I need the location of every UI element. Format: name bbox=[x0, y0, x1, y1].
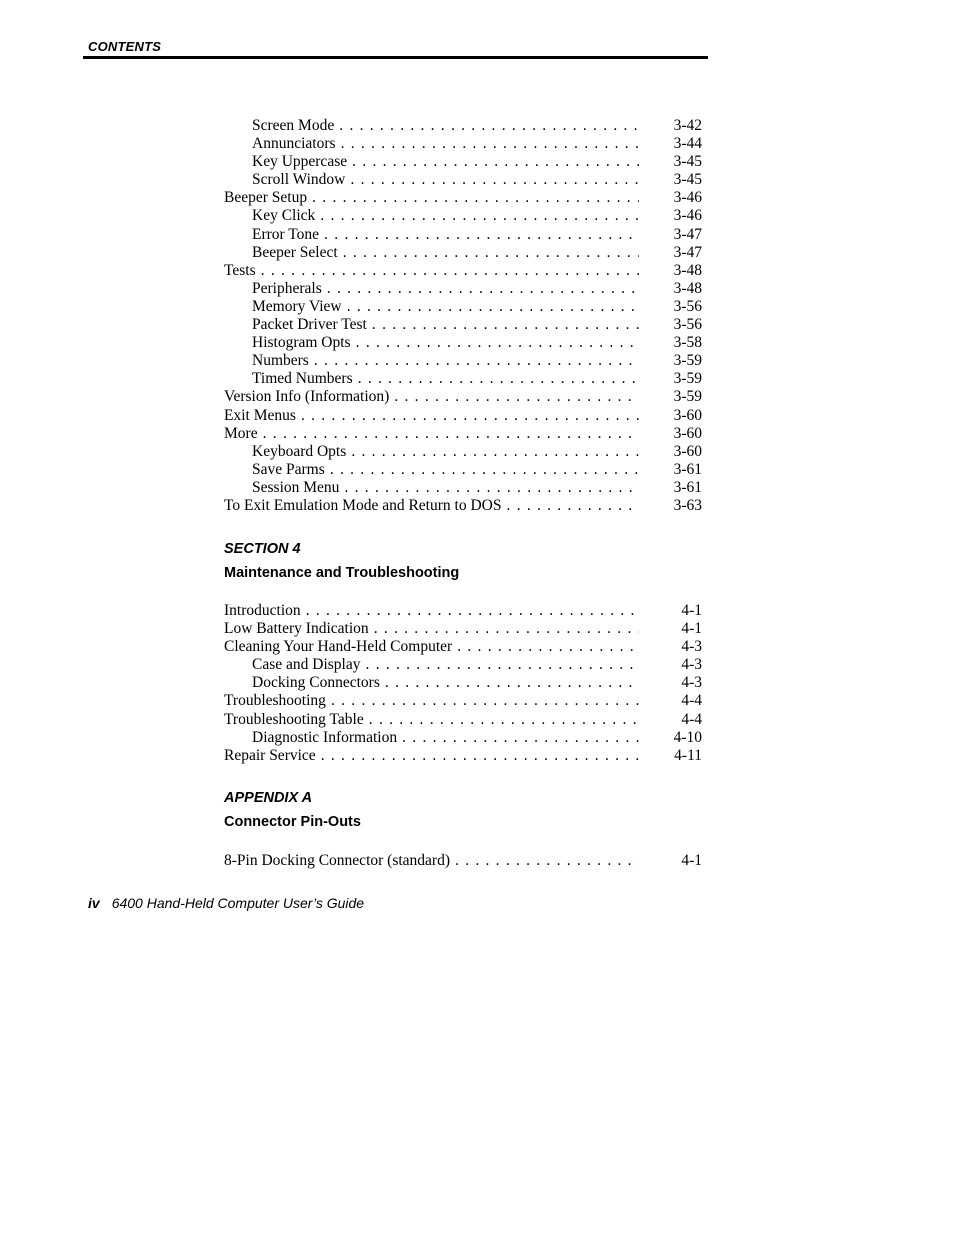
toc-entry-title: Troubleshooting . . . bbox=[224, 692, 639, 710]
toc-entry-page: 4-3 bbox=[681, 656, 702, 674]
header-rule bbox=[83, 56, 708, 59]
toc-entry bbox=[224, 298, 702, 316]
toc-entry bbox=[224, 334, 702, 352]
toc-entry-title: Timed Numbers . . . bbox=[252, 370, 639, 388]
toc-entry-title: Key Click . . . bbox=[252, 207, 639, 225]
toc-entry-page: 3-47 bbox=[673, 243, 702, 261]
toc-entry-page: 3-47 bbox=[673, 225, 702, 243]
toc-entry-page: 4-11 bbox=[674, 746, 702, 764]
toc-entry bbox=[224, 388, 702, 406]
toc-entry-page: 4-1 bbox=[681, 852, 702, 869]
appendix-a-title: Connector Pin-Outs bbox=[224, 814, 361, 830]
toc-entry bbox=[224, 711, 702, 729]
toc-entry-page: 3-56 bbox=[673, 297, 702, 315]
toc-entry-page: 3-46 bbox=[673, 207, 702, 225]
toc-entry bbox=[224, 602, 702, 620]
page-footer bbox=[88, 895, 364, 911]
toc-entry bbox=[224, 497, 702, 515]
toc-entry bbox=[224, 461, 702, 479]
toc-entry-title: Introduction . . . bbox=[224, 602, 639, 620]
toc-entry-page: 3-59 bbox=[673, 352, 702, 370]
toc-entry-title: 8-Pin Docking Connector (standard) . . . bbox=[224, 852, 639, 870]
toc-entry-title: Exit Menus . . . bbox=[224, 407, 639, 425]
toc-list-section-3 bbox=[224, 117, 702, 515]
toc-entry bbox=[224, 852, 702, 870]
toc-entry-title: More . . . bbox=[224, 425, 639, 443]
toc-entry bbox=[224, 407, 702, 425]
toc-list-appendix-a bbox=[224, 852, 702, 870]
toc-entry bbox=[224, 747, 702, 765]
toc-entry-page: 3-59 bbox=[673, 388, 702, 406]
toc-entry-title: Packet Driver Test . . . bbox=[252, 316, 639, 334]
toc-entry-title: Beeper Setup . . . bbox=[224, 189, 639, 207]
toc-entry-page: 3-56 bbox=[673, 316, 702, 334]
toc-entry bbox=[224, 316, 702, 334]
toc-entry-title: Low Battery Indication . . . bbox=[224, 620, 639, 638]
page-number: iv bbox=[88, 895, 100, 911]
toc-entry-title: Scroll Window . . . bbox=[252, 171, 639, 189]
toc-entry-title: Diagnostic Information . . . bbox=[252, 729, 639, 747]
toc-entry-title: Save Parms . . . bbox=[252, 461, 639, 479]
toc-entry-page: 3-45 bbox=[673, 171, 702, 189]
toc-entry-page: 3-46 bbox=[673, 189, 702, 207]
toc-entry bbox=[224, 280, 702, 298]
toc-entry-page: 4-4 bbox=[681, 692, 702, 710]
toc-entry bbox=[224, 674, 702, 692]
toc-entry-title: Session Menu . . . bbox=[252, 479, 639, 497]
section-4-label: SECTION 4 bbox=[224, 541, 301, 557]
toc-entry-page: 3-48 bbox=[673, 279, 702, 297]
toc-entry-page: 3-45 bbox=[673, 153, 702, 171]
toc-entry-title: Histogram Opts . . . bbox=[252, 334, 639, 352]
toc-entry bbox=[224, 135, 702, 153]
toc-entry-title: Case and Display . . . bbox=[252, 656, 639, 674]
toc-entry-title: Version Info (Information) . . . bbox=[224, 388, 639, 406]
toc-entry-page: 3-59 bbox=[673, 370, 702, 388]
toc-entry bbox=[224, 729, 702, 747]
toc-entry-page: 3-60 bbox=[673, 442, 702, 460]
toc-entry-page: 3-60 bbox=[673, 406, 702, 424]
toc-entry-page: 3-63 bbox=[673, 496, 702, 514]
toc-entry bbox=[224, 479, 702, 497]
toc-entry bbox=[224, 171, 702, 189]
toc-entry-page: 3-60 bbox=[673, 424, 702, 442]
toc-entry bbox=[224, 692, 702, 710]
toc-entry bbox=[224, 352, 702, 370]
toc-entry-title: Tests . . . bbox=[224, 262, 639, 280]
section-4-title: Maintenance and Troubleshooting bbox=[224, 565, 460, 581]
toc-entry bbox=[224, 638, 702, 656]
toc-entry-title: Repair Service . . . bbox=[224, 747, 639, 765]
toc-entry-title: Key Uppercase . . . bbox=[252, 153, 639, 171]
toc-entry-title: Error Tone . . . bbox=[252, 226, 639, 244]
toc-entry-page: 4-3 bbox=[681, 638, 702, 656]
toc-entry-title: Cleaning Your Hand-Held Computer . . . bbox=[224, 638, 639, 656]
toc-entry-page: 3-58 bbox=[673, 334, 702, 352]
toc-entry-page: 3-61 bbox=[673, 478, 702, 496]
toc-entry-title: Numbers . . . bbox=[252, 352, 639, 370]
toc-entry bbox=[224, 262, 702, 280]
toc-entry bbox=[224, 153, 702, 171]
toc-entry-page: 4-10 bbox=[673, 728, 702, 746]
toc-list-section-4 bbox=[224, 602, 702, 765]
toc-entry-page: 3-42 bbox=[673, 117, 702, 134]
toc-entry-title: Keyboard Opts . . . bbox=[252, 443, 639, 461]
toc-entry-page: 4-1 bbox=[681, 602, 702, 619]
toc-entry bbox=[224, 443, 702, 461]
toc-entry bbox=[224, 226, 702, 244]
toc-entry bbox=[224, 425, 702, 443]
appendix-a-label: APPENDIX A bbox=[224, 790, 313, 806]
toc-entry-title: Annunciators . . . bbox=[252, 135, 639, 153]
toc-entry-title: Docking Connectors . . . bbox=[252, 674, 639, 692]
toc-entry bbox=[224, 207, 702, 225]
toc-entry bbox=[224, 189, 702, 207]
book-title: 6400 Hand-Held Computer User’s Guide bbox=[111, 895, 365, 911]
toc-entry-title: To Exit Emulation Mode and Return to DOS . . . bbox=[224, 497, 639, 515]
toc-entry-title: Beeper Select . . . bbox=[252, 244, 639, 262]
toc-entry-title: Memory View . . . bbox=[252, 298, 639, 316]
toc-entry-title: Troubleshooting Table . . . bbox=[224, 711, 639, 729]
toc-entry-page: 3-48 bbox=[673, 261, 702, 279]
running-head: CONTENTS bbox=[88, 39, 162, 54]
toc-entry bbox=[224, 656, 702, 674]
toc-entry bbox=[224, 117, 702, 135]
toc-entry-page: 3-44 bbox=[673, 135, 702, 153]
toc-entry bbox=[224, 244, 702, 262]
toc-entry-page: 4-1 bbox=[681, 620, 702, 638]
toc-entry-page: 4-3 bbox=[681, 674, 702, 692]
toc-entry-title: Peripherals . . . bbox=[252, 280, 639, 298]
toc-entry-page: 4-4 bbox=[681, 710, 702, 728]
toc-entry-title: Screen Mode . . . bbox=[252, 117, 639, 135]
toc-entry-page: 3-61 bbox=[673, 460, 702, 478]
toc-entry bbox=[224, 370, 702, 388]
toc-entry bbox=[224, 620, 702, 638]
